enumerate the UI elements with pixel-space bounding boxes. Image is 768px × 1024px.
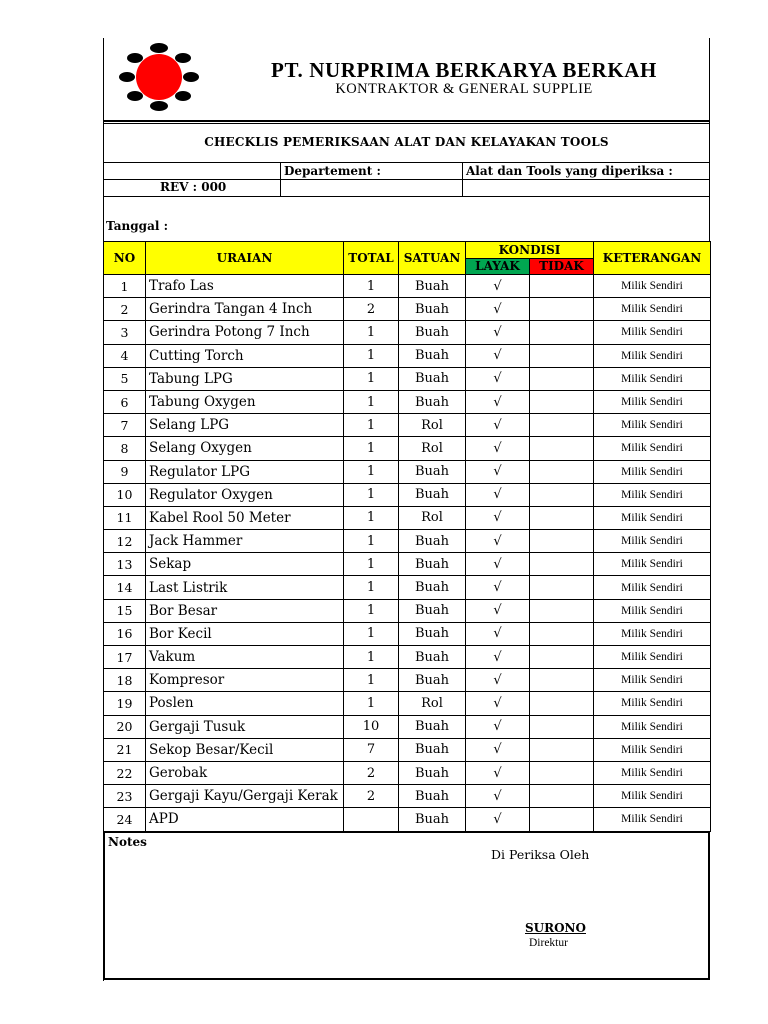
row-tidak — [530, 692, 594, 715]
row-satuan: Buah — [399, 808, 466, 831]
table-row — [104, 761, 711, 784]
row-layak: √ — [466, 761, 530, 784]
row-uraian: Last Listrik — [146, 576, 344, 599]
header-layak: LAYAK — [466, 258, 530, 275]
row-keterangan: Milik Sendiri — [594, 669, 711, 692]
row-no: 15 — [104, 599, 146, 622]
row-keterangan: Milik Sendiri — [594, 367, 711, 390]
row-no: 10 — [104, 483, 146, 506]
header-tidak: TIDAK — [530, 258, 594, 275]
row-layak: √ — [466, 506, 530, 529]
row-total: 1 — [344, 367, 399, 390]
row-keterangan: Milik Sendiri — [594, 646, 711, 669]
row-layak: √ — [466, 692, 530, 715]
row-uraian: Trafo Las — [146, 275, 344, 298]
row-total: 1 — [344, 414, 399, 437]
row-tidak — [530, 506, 594, 529]
row-satuan: Buah — [399, 669, 466, 692]
row-tidak — [530, 437, 594, 460]
table-row — [104, 808, 711, 831]
row-keterangan: Milik Sendiri — [594, 390, 711, 413]
row-layak: √ — [466, 344, 530, 367]
row-satuan: Buah — [399, 715, 466, 738]
row-tidak — [530, 622, 594, 645]
row-satuan: Buah — [399, 321, 466, 344]
row-layak: √ — [466, 275, 530, 298]
row-satuan: Buah — [399, 298, 466, 321]
table-row — [104, 715, 711, 738]
row-layak: √ — [466, 715, 530, 738]
row-keterangan: Milik Sendiri — [594, 321, 711, 344]
row-satuan: Rol — [399, 506, 466, 529]
row-layak: √ — [466, 669, 530, 692]
row-satuan: Buah — [399, 785, 466, 808]
row-layak: √ — [466, 414, 530, 437]
row-no: 8 — [104, 437, 146, 460]
table-row — [104, 506, 711, 529]
row-uraian: Gerindra Tangan 4 Inch — [146, 298, 344, 321]
row-uraian: Tabung Oxygen — [146, 390, 344, 413]
row-uraian: Gerobak — [146, 761, 344, 784]
row-no: 14 — [104, 576, 146, 599]
row-satuan: Buah — [399, 367, 466, 390]
table-row — [104, 414, 711, 437]
row-tidak — [530, 298, 594, 321]
row-uraian: Regulator LPG — [146, 460, 344, 483]
row-satuan: Buah — [399, 576, 466, 599]
row-total — [344, 808, 399, 831]
row-total: 2 — [344, 785, 399, 808]
row-satuan: Buah — [399, 738, 466, 761]
info-line-bottom — [103, 196, 710, 197]
row-keterangan: Milik Sendiri — [594, 738, 711, 761]
row-total: 1 — [344, 483, 399, 506]
row-uraian: Kabel Rool 50 Meter — [146, 506, 344, 529]
sheet-right-border — [709, 38, 710, 121]
row-tidak — [530, 576, 594, 599]
row-layak: √ — [466, 622, 530, 645]
table-row — [104, 367, 711, 390]
row-no: 13 — [104, 553, 146, 576]
row-tidak — [530, 599, 594, 622]
table-row — [104, 275, 711, 298]
rev-label: REV : 000 — [160, 180, 227, 194]
header-satuan: SATUAN — [399, 242, 466, 275]
row-tidak — [530, 414, 594, 437]
row-uraian: Cutting Torch — [146, 344, 344, 367]
info-right-border — [709, 121, 710, 241]
company-name: PT. NURPRIMA BERKARYA BERKAH — [271, 58, 657, 82]
row-tidak — [530, 553, 594, 576]
tools-checklist-table — [103, 241, 711, 832]
table-row — [104, 390, 711, 413]
info-divider-1 — [280, 162, 281, 196]
table-row — [104, 622, 711, 645]
signer-role: Direktur — [529, 937, 568, 949]
row-tidak — [530, 761, 594, 784]
row-total: 1 — [344, 437, 399, 460]
row-tidak — [530, 808, 594, 831]
row-satuan: Buah — [399, 622, 466, 645]
row-no: 22 — [104, 761, 146, 784]
row-total: 7 — [344, 738, 399, 761]
row-keterangan: Milik Sendiri — [594, 275, 711, 298]
row-total: 2 — [344, 761, 399, 784]
header-kondisi: KONDISI — [466, 242, 594, 259]
row-total: 1 — [344, 646, 399, 669]
row-tidak — [530, 344, 594, 367]
table-row — [104, 692, 711, 715]
row-no: 17 — [104, 646, 146, 669]
info-divider-2 — [462, 162, 463, 196]
row-tidak — [530, 390, 594, 413]
row-layak: √ — [466, 553, 530, 576]
row-no: 19 — [104, 692, 146, 715]
signer-name: SURONO — [525, 921, 586, 935]
row-uraian: Bor Besar — [146, 599, 344, 622]
row-no: 16 — [104, 622, 146, 645]
row-uraian: Poslen — [146, 692, 344, 715]
department-label: Departement : — [284, 164, 381, 178]
row-tidak — [530, 275, 594, 298]
row-layak: √ — [466, 367, 530, 390]
header-divider — [104, 120, 710, 124]
table-row — [104, 669, 711, 692]
row-layak: √ — [466, 390, 530, 413]
row-tidak — [530, 646, 594, 669]
row-total: 10 — [344, 715, 399, 738]
row-no: 9 — [104, 460, 146, 483]
row-total: 1 — [344, 506, 399, 529]
row-keterangan: Milik Sendiri — [594, 344, 711, 367]
row-satuan: Buah — [399, 553, 466, 576]
table-row — [104, 530, 711, 553]
row-layak: √ — [466, 646, 530, 669]
row-uraian: Regulator Oxygen — [146, 483, 344, 506]
row-satuan: Buah — [399, 646, 466, 669]
header-no: NO — [104, 242, 146, 275]
row-satuan: Buah — [399, 275, 466, 298]
row-tidak — [530, 785, 594, 808]
table-row — [104, 460, 711, 483]
table-row — [104, 344, 711, 367]
row-no: 11 — [104, 506, 146, 529]
row-layak: √ — [466, 437, 530, 460]
row-layak: √ — [466, 460, 530, 483]
row-satuan: Buah — [399, 460, 466, 483]
row-uraian: Sekap — [146, 553, 344, 576]
row-total: 1 — [344, 275, 399, 298]
row-uraian: Gergaji Tusuk — [146, 715, 344, 738]
letterhead — [104, 38, 709, 120]
row-no: 5 — [104, 367, 146, 390]
row-satuan: Buah — [399, 344, 466, 367]
row-total: 1 — [344, 576, 399, 599]
tools-label: Alat dan Tools yang diperiksa : — [466, 164, 673, 178]
row-uraian: APD — [146, 808, 344, 831]
row-uraian: Vakum — [146, 646, 344, 669]
row-keterangan: Milik Sendiri — [594, 599, 711, 622]
row-total: 1 — [344, 344, 399, 367]
row-keterangan: Milik Sendiri — [594, 761, 711, 784]
row-uraian: Jack Hammer — [146, 530, 344, 553]
row-keterangan: Milik Sendiri — [594, 414, 711, 437]
row-satuan: Rol — [399, 437, 466, 460]
row-uraian: Gerindra Potong 7 Inch — [146, 321, 344, 344]
row-no: 6 — [104, 390, 146, 413]
row-layak: √ — [466, 785, 530, 808]
row-keterangan: Milik Sendiri — [594, 715, 711, 738]
row-tidak — [530, 321, 594, 344]
row-keterangan: Milik Sendiri — [594, 785, 711, 808]
row-tidak — [530, 367, 594, 390]
notes-label: Notes — [108, 835, 147, 849]
row-keterangan: Milik Sendiri — [594, 576, 711, 599]
row-no: 1 — [104, 275, 146, 298]
table-row — [104, 785, 711, 808]
row-satuan: Buah — [399, 530, 466, 553]
row-total: 1 — [344, 553, 399, 576]
row-satuan: Buah — [399, 390, 466, 413]
row-layak: √ — [466, 530, 530, 553]
row-keterangan: Milik Sendiri — [594, 506, 711, 529]
row-keterangan: Milik Sendiri — [594, 692, 711, 715]
row-uraian: Selang Oxygen — [146, 437, 344, 460]
row-satuan: Buah — [399, 761, 466, 784]
row-total: 1 — [344, 622, 399, 645]
header-total: TOTAL — [344, 242, 399, 275]
row-keterangan: Milik Sendiri — [594, 808, 711, 831]
row-tidak — [530, 738, 594, 761]
row-total: 1 — [344, 390, 399, 413]
row-tidak — [530, 530, 594, 553]
row-layak: √ — [466, 738, 530, 761]
row-uraian: Sekop Besar/Kecil — [146, 738, 344, 761]
table-row — [104, 553, 711, 576]
table-row — [104, 599, 711, 622]
document-title: CHECKLIS PEMERIKSAAN ALAT DAN KELAYAKAN TOOLS — [204, 135, 609, 149]
date-label: Tanggal : — [106, 219, 169, 233]
row-no: 20 — [104, 715, 146, 738]
row-no: 7 — [104, 414, 146, 437]
row-uraian: Kompresor — [146, 669, 344, 692]
row-no: 12 — [104, 530, 146, 553]
row-satuan: Rol — [399, 692, 466, 715]
row-no: 24 — [104, 808, 146, 831]
row-keterangan: Milik Sendiri — [594, 530, 711, 553]
row-tidak — [530, 669, 594, 692]
table-row — [104, 646, 711, 669]
row-tidak — [530, 460, 594, 483]
table-row — [104, 298, 711, 321]
row-satuan: Rol — [399, 414, 466, 437]
row-uraian: Tabung LPG — [146, 367, 344, 390]
row-total: 1 — [344, 669, 399, 692]
row-uraian: Gergaji Kayu/Gergaji Kerak — [146, 785, 344, 808]
row-no: 21 — [104, 738, 146, 761]
row-no: 2 — [104, 298, 146, 321]
row-keterangan: Milik Sendiri — [594, 483, 711, 506]
row-tidak — [530, 483, 594, 506]
row-layak: √ — [466, 321, 530, 344]
company-logo-icon — [113, 42, 205, 112]
table-row — [104, 576, 711, 599]
row-no: 18 — [104, 669, 146, 692]
row-total: 1 — [344, 692, 399, 715]
row-keterangan: Milik Sendiri — [594, 460, 711, 483]
row-keterangan: Milik Sendiri — [594, 553, 711, 576]
row-uraian: Bor Kecil — [146, 622, 344, 645]
row-satuan: Buah — [399, 483, 466, 506]
row-no: 4 — [104, 344, 146, 367]
row-no: 23 — [104, 785, 146, 808]
row-layak: √ — [466, 576, 530, 599]
row-total: 1 — [344, 530, 399, 553]
row-layak: √ — [466, 298, 530, 321]
row-total: 2 — [344, 298, 399, 321]
row-no: 3 — [104, 321, 146, 344]
table-row — [104, 738, 711, 761]
checked-by-label: Di Periksa Oleh — [491, 847, 590, 862]
row-total: 1 — [344, 460, 399, 483]
row-layak: √ — [466, 483, 530, 506]
row-keterangan: Milik Sendiri — [594, 298, 711, 321]
row-satuan: Buah — [399, 599, 466, 622]
table-row — [104, 321, 711, 344]
table-row — [104, 437, 711, 460]
company-tagline: KONTRAKTOR & GENERAL SUPPLIE — [335, 81, 593, 97]
header-keterangan: KETERANGAN — [594, 242, 711, 275]
row-layak: √ — [466, 808, 530, 831]
header-uraian: URAIAN — [146, 242, 344, 275]
table-row — [104, 483, 711, 506]
row-total: 1 — [344, 599, 399, 622]
row-keterangan: Milik Sendiri — [594, 437, 711, 460]
row-uraian: Selang LPG — [146, 414, 344, 437]
row-tidak — [530, 715, 594, 738]
row-layak: √ — [466, 599, 530, 622]
row-keterangan: Milik Sendiri — [594, 622, 711, 645]
notes-section — [103, 832, 710, 980]
info-line-top — [103, 162, 710, 163]
row-total: 1 — [344, 321, 399, 344]
